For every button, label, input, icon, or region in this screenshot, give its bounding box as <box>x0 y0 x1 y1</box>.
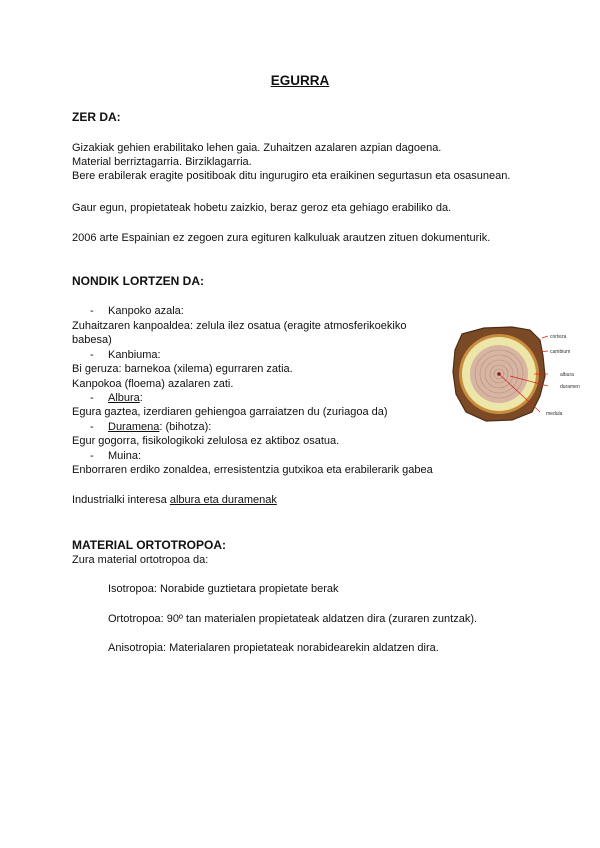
pointer-line <box>542 336 548 338</box>
material-item: Ortotropoa: 90º tan materialen propietateak aldatzen dira (zuraren zuntzak). <box>108 613 478 625</box>
list-dash: - <box>90 305 94 317</box>
industrial-link: albura eta duramenak <box>169 494 277 506</box>
paragraph-line: Bere erabilerak eragite positiboak ditu ingurugiro eta eraikinen segurtasun eta osasunean. <box>72 170 511 182</box>
figure-label-duramen: duramen <box>560 384 580 390</box>
material-item: Anisotropia: Materialaren propietateak norabidearekin aldatzen dira. <box>108 642 439 654</box>
page-title: EGURRA <box>270 73 330 88</box>
list-item-label-row <box>108 420 211 434</box>
list-item-desc: babesa) <box>72 334 112 346</box>
list-dash: - <box>90 450 94 462</box>
material-item: Isotropoa: Norabide guztietara propietate berak <box>108 583 339 595</box>
list-item-label-row <box>108 391 143 405</box>
wood-cross-section-figure <box>450 326 600 422</box>
industrial-prefix: Industrialki interesa <box>72 494 170 506</box>
list-item-label: Kanpoko azala: <box>108 305 184 317</box>
section-heading-nondik: NONDIK LORTZEN DA: <box>72 274 204 288</box>
paragraph-line: Material berriztagarria. Birziklagarria. <box>72 156 252 168</box>
list-dash: - <box>90 421 94 433</box>
paragraph-line: Gaur egun, propietateak hobetu zaizkio, beraz geroz eta gehiago erabiliko da. <box>72 202 452 214</box>
paragraph-line: 2006 arte Espainian ez zegoen zura egituren kalkuluak arautzen zituen dokumenturik. <box>72 232 491 244</box>
section-heading-zer-da: ZER DA: <box>72 110 121 124</box>
section-heading-material: MATERIAL ORTOTROPOA: <box>72 538 226 552</box>
figure-label-medula: medula <box>546 411 563 417</box>
paragraph-line: Gizakiak gehien erabilitako lehen gaia. Zuhaitzen azalaren azpian dagoena. <box>72 142 442 154</box>
industrial-interest <box>72 493 277 507</box>
list-item-desc: Zuhaitzaren kanpoaldea: zelula ilez osatua (eragite atmosferikoekiko <box>72 320 407 332</box>
list-item-desc: Egur gogorra, fisikologikoki zelulosa ez aktiboz osatua. <box>72 435 340 447</box>
list-item-label: Kanbiuma: <box>108 349 161 361</box>
list-item-label: Duramena <box>108 421 160 433</box>
list-item-desc: Bi geruza: barnekoa (xilema) egurraren zatia. <box>72 363 293 375</box>
list-dash: - <box>90 392 94 404</box>
figure-label-cambium: cambium <box>550 349 571 355</box>
list-item-desc: Egura gaztea, izerdiaren gehiengoa garraiatzen du (zuriagoa da) <box>72 406 388 418</box>
list-item-label: Muina: <box>108 450 142 462</box>
list-item-label: Albura <box>108 392 140 404</box>
list-item-desc: Kanpokoa (floema) azalaren zati. <box>72 378 234 390</box>
figure-label-corteza: corteza <box>550 334 567 340</box>
material-intro: Zura material ortotropoa da: <box>72 554 209 566</box>
list-dash: - <box>90 349 94 361</box>
list-item-desc: Enborraren erdiko zonaldea, erresistentzia gutxikoa eta erabilerarik gabea <box>72 464 433 476</box>
list-item-suffix: : (bihotza): <box>159 421 212 433</box>
list-item-suffix: : <box>139 392 143 404</box>
figure-label-albura: albura <box>560 372 574 378</box>
